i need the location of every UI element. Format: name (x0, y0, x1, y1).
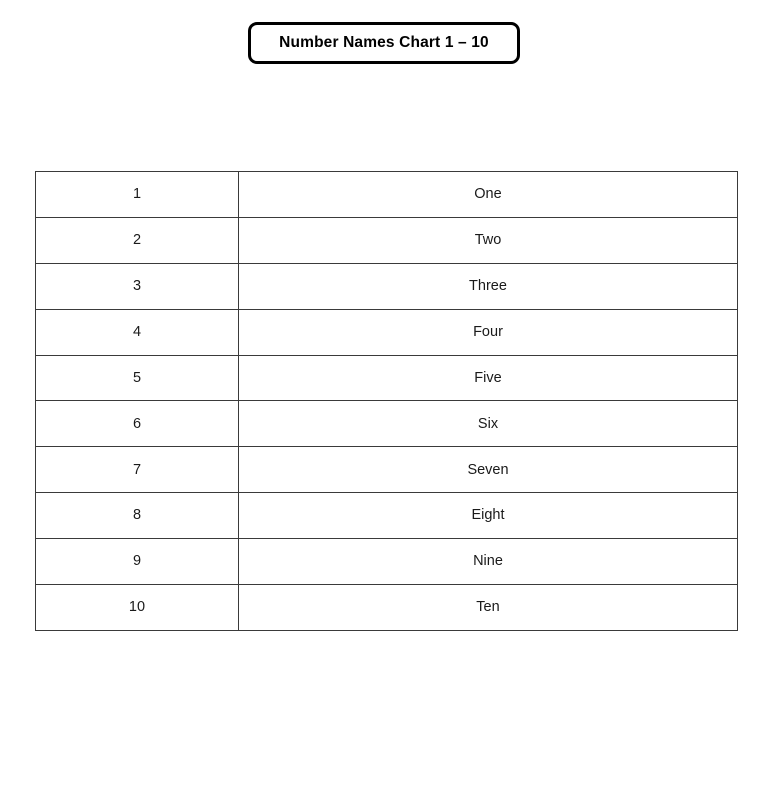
title-badge (248, 22, 520, 64)
name-cell: One (239, 172, 738, 218)
number-cell: 5 (36, 355, 239, 401)
number-cell: 8 (36, 493, 239, 539)
name-cell: Four (239, 309, 738, 355)
table-row (36, 493, 738, 539)
number-cell: 10 (36, 585, 239, 631)
name-cell: Three (239, 263, 738, 309)
name-cell: Seven (239, 447, 738, 493)
name-cell: Eight (239, 493, 738, 539)
table-row (36, 447, 738, 493)
table-row (36, 401, 738, 447)
title-container (0, 22, 768, 64)
name-cell: Ten (239, 585, 738, 631)
number-cell: 7 (36, 447, 239, 493)
number-cell: 9 (36, 539, 239, 585)
table-row (36, 539, 738, 585)
number-cell: 4 (36, 309, 239, 355)
table-row (36, 263, 738, 309)
table-row (36, 585, 738, 631)
table-row (36, 172, 738, 218)
table-row (36, 217, 738, 263)
table-row (36, 309, 738, 355)
name-cell: Five (239, 355, 738, 401)
number-cell: 6 (36, 401, 239, 447)
name-cell: Six (239, 401, 738, 447)
number-cell: 1 (36, 172, 239, 218)
table-row (36, 355, 738, 401)
number-names-table (35, 171, 738, 631)
table-body (36, 172, 738, 631)
number-cell: 2 (36, 217, 239, 263)
number-cell: 3 (36, 263, 239, 309)
name-cell: Two (239, 217, 738, 263)
page-title: Number Names Chart 1 – 10 (279, 34, 489, 52)
name-cell: Nine (239, 539, 738, 585)
number-names-table-container (35, 171, 737, 631)
